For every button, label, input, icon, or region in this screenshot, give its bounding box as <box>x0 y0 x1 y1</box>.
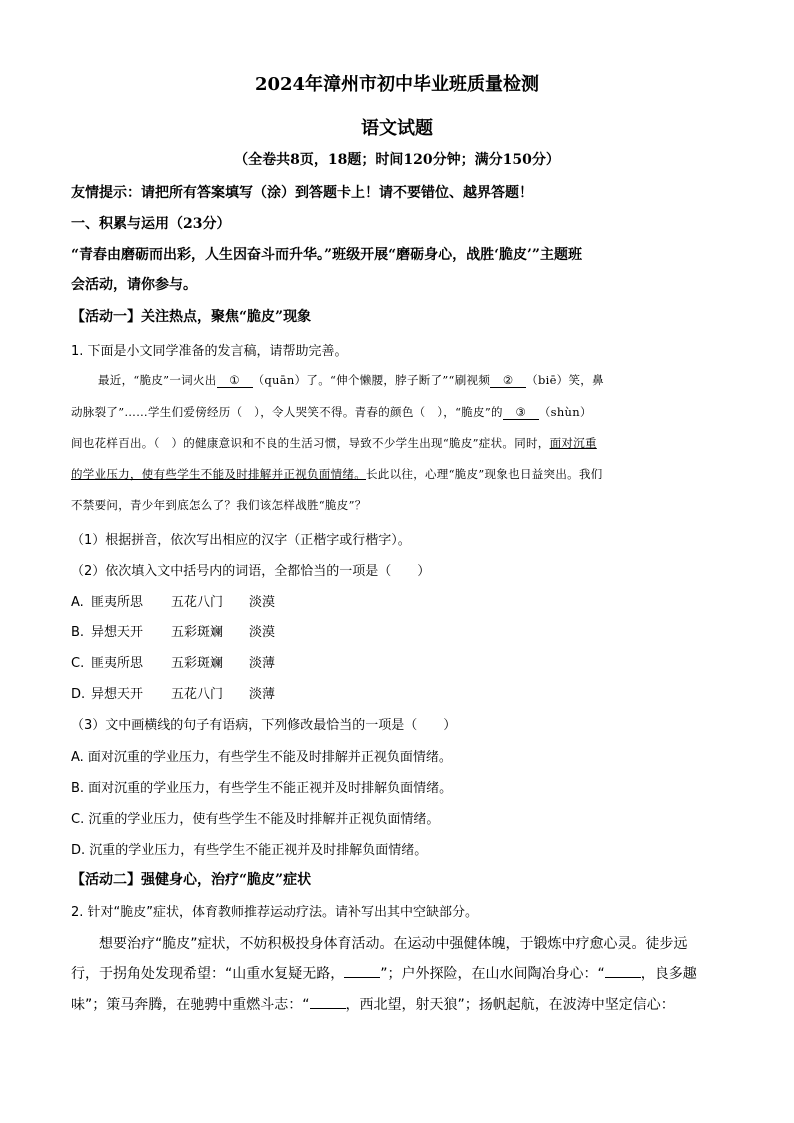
option-row <box>71 621 275 640</box>
blank-3: ③ <box>503 405 539 420</box>
option-word: 淡漠 <box>249 625 276 640</box>
passage-text: （shùn） <box>538 405 592 419</box>
option-word: 匪夷所思 <box>91 595 144 610</box>
blank-2: ② <box>490 373 526 388</box>
section-intro-line-1: “青春由磨砺而出彩，人生因奋斗而升华。”班级开展“磨砺身心，战胜‘脆皮’”主题班 <box>71 247 582 263</box>
q2-text: ，西北望，射天狼”；扬帆起航，在波涛中坚定信心： <box>345 997 675 1013</box>
passage-text: 长此以往，心理“脆皮”现象也日益突出。我们 <box>366 467 603 481</box>
option-word: 异想天开 <box>91 687 144 702</box>
option-word: 淡薄 <box>249 687 276 702</box>
option-row <box>71 591 275 610</box>
sub-question-2: （2）依次填入文中括号内的词语，全都恰当的一项是（ ） <box>71 564 431 579</box>
option-label: C. <box>71 656 85 671</box>
blank-1: ① <box>217 373 253 388</box>
option-b: B. 面对沉重的学业压力，有些学生不能正视并及时排解负面情绪。 <box>71 781 453 796</box>
passage-line-5: 不禁要问，青少年到底怎么了？我们该怎样战胜“脆皮”？ <box>71 498 367 512</box>
question-1-stem: 1. 下面是小文同学准备的发言稿，请帮助完善。 <box>71 344 348 359</box>
passage-line-2 <box>71 404 592 420</box>
option-label: D. <box>71 687 86 702</box>
q2-paragraph-line-1: 想要治疗“脆皮”症状，不妨积极投身体育活动。在运动中强健体魄，于锻炼中疗愈心灵。徒步远 <box>99 936 688 952</box>
passage-text: （quān）了。“伸个懒腰，脖子断了”“刷视频 <box>252 373 491 387</box>
section-intro-line-2: 会活动，请你参与。 <box>71 277 197 293</box>
section-heading: 一、积累与运用（23分） <box>71 216 231 232</box>
option-word: 五花八门 <box>171 687 224 702</box>
friendly-tip: 友情提示：请把所有答案填写（涂）到答题卡上！请不要错位、越界答题！ <box>71 185 533 201</box>
underlined-sentence: 面对沉重 <box>549 436 597 450</box>
question-2-stem: 2. 针对“脆皮”症状，体育教师推荐运动疗法。请补写出其中空缺部分。 <box>71 905 479 920</box>
option-label: A. <box>71 595 84 610</box>
option-word: 淡薄 <box>249 656 276 671</box>
option-word: 匪夷所思 <box>91 656 144 671</box>
passage-text: 间也花样百出。（ ）的健康意识和不良的生活习惯，导致不少学生出现“脆皮”症状。同时， <box>71 436 550 450</box>
exam-info: （全卷共8页，18题；时间120分钟；满分150分） <box>234 152 560 168</box>
option-row <box>71 652 275 671</box>
passage-text: 动脉裂了”……学生们爱傍经历（ ），令人哭笑不得。青春的颜色（ ），“脆皮”的 <box>71 405 503 419</box>
passage-line-3 <box>71 435 597 451</box>
option-row <box>71 683 275 702</box>
fill-blank <box>310 1008 346 1009</box>
activity-1-heading: 【活动一】关注热点，聚焦“脆皮”现象 <box>71 309 312 325</box>
option-a: A. 面对沉重的学业压力，有些学生不能及时排解并正视负面情绪。 <box>71 750 452 765</box>
sub-question-1: （1）根据拼音，依次写出相应的汉字（正楷字或行楷字）。 <box>71 533 411 548</box>
underlined-sentence: 的学业压力，使有些学生不能及时排解并正视负面情绪。 <box>71 467 366 481</box>
option-word: 五彩斑斓 <box>171 656 224 671</box>
q2-text: ，良多趣 <box>640 966 697 982</box>
passage-line-4 <box>71 466 603 482</box>
page-title: 2024年漳州市初中毕业班质量检测 <box>254 74 540 95</box>
passage-text: 最近，“脆皮”一词火出 <box>98 373 217 387</box>
sub-question-3: （3）文中画横线的句子有语病，下列修改最恰当的一项是（ ） <box>71 718 457 733</box>
passage-line-1 <box>98 372 604 388</box>
option-label: B. <box>71 625 85 640</box>
q2-paragraph-line-2 <box>71 963 697 983</box>
passage-text: （biē）笑，鼻 <box>526 373 604 387</box>
option-word: 异想天开 <box>91 625 144 640</box>
activity-2-heading: 【活动二】强健身心，治疗“脆皮”症状 <box>71 872 312 888</box>
fill-blank <box>344 977 380 978</box>
option-word: 淡漠 <box>249 595 276 610</box>
option-word: 五彩斑斓 <box>171 625 224 640</box>
option-d: D. 沉重的学业压力，有些学生不能正视并及时排解负面情绪。 <box>71 843 428 858</box>
q2-text: ”；户外探险，在山水间陶冶身心：“ <box>380 966 605 982</box>
page-subtitle: 语文试题 <box>361 118 433 139</box>
q2-text: 味”；策马奔腾，在驰骋中重燃斗志：“ <box>71 997 310 1013</box>
option-word: 五花八门 <box>171 595 224 610</box>
q2-text: 行，于拐角处发现希望：“山重水复疑无路， <box>71 966 345 982</box>
option-c: C. 沉重的学业压力，使有些学生不能及时排解并正视负面情绪。 <box>71 812 440 827</box>
fill-blank <box>605 977 641 978</box>
q2-paragraph-line-3 <box>71 994 675 1014</box>
